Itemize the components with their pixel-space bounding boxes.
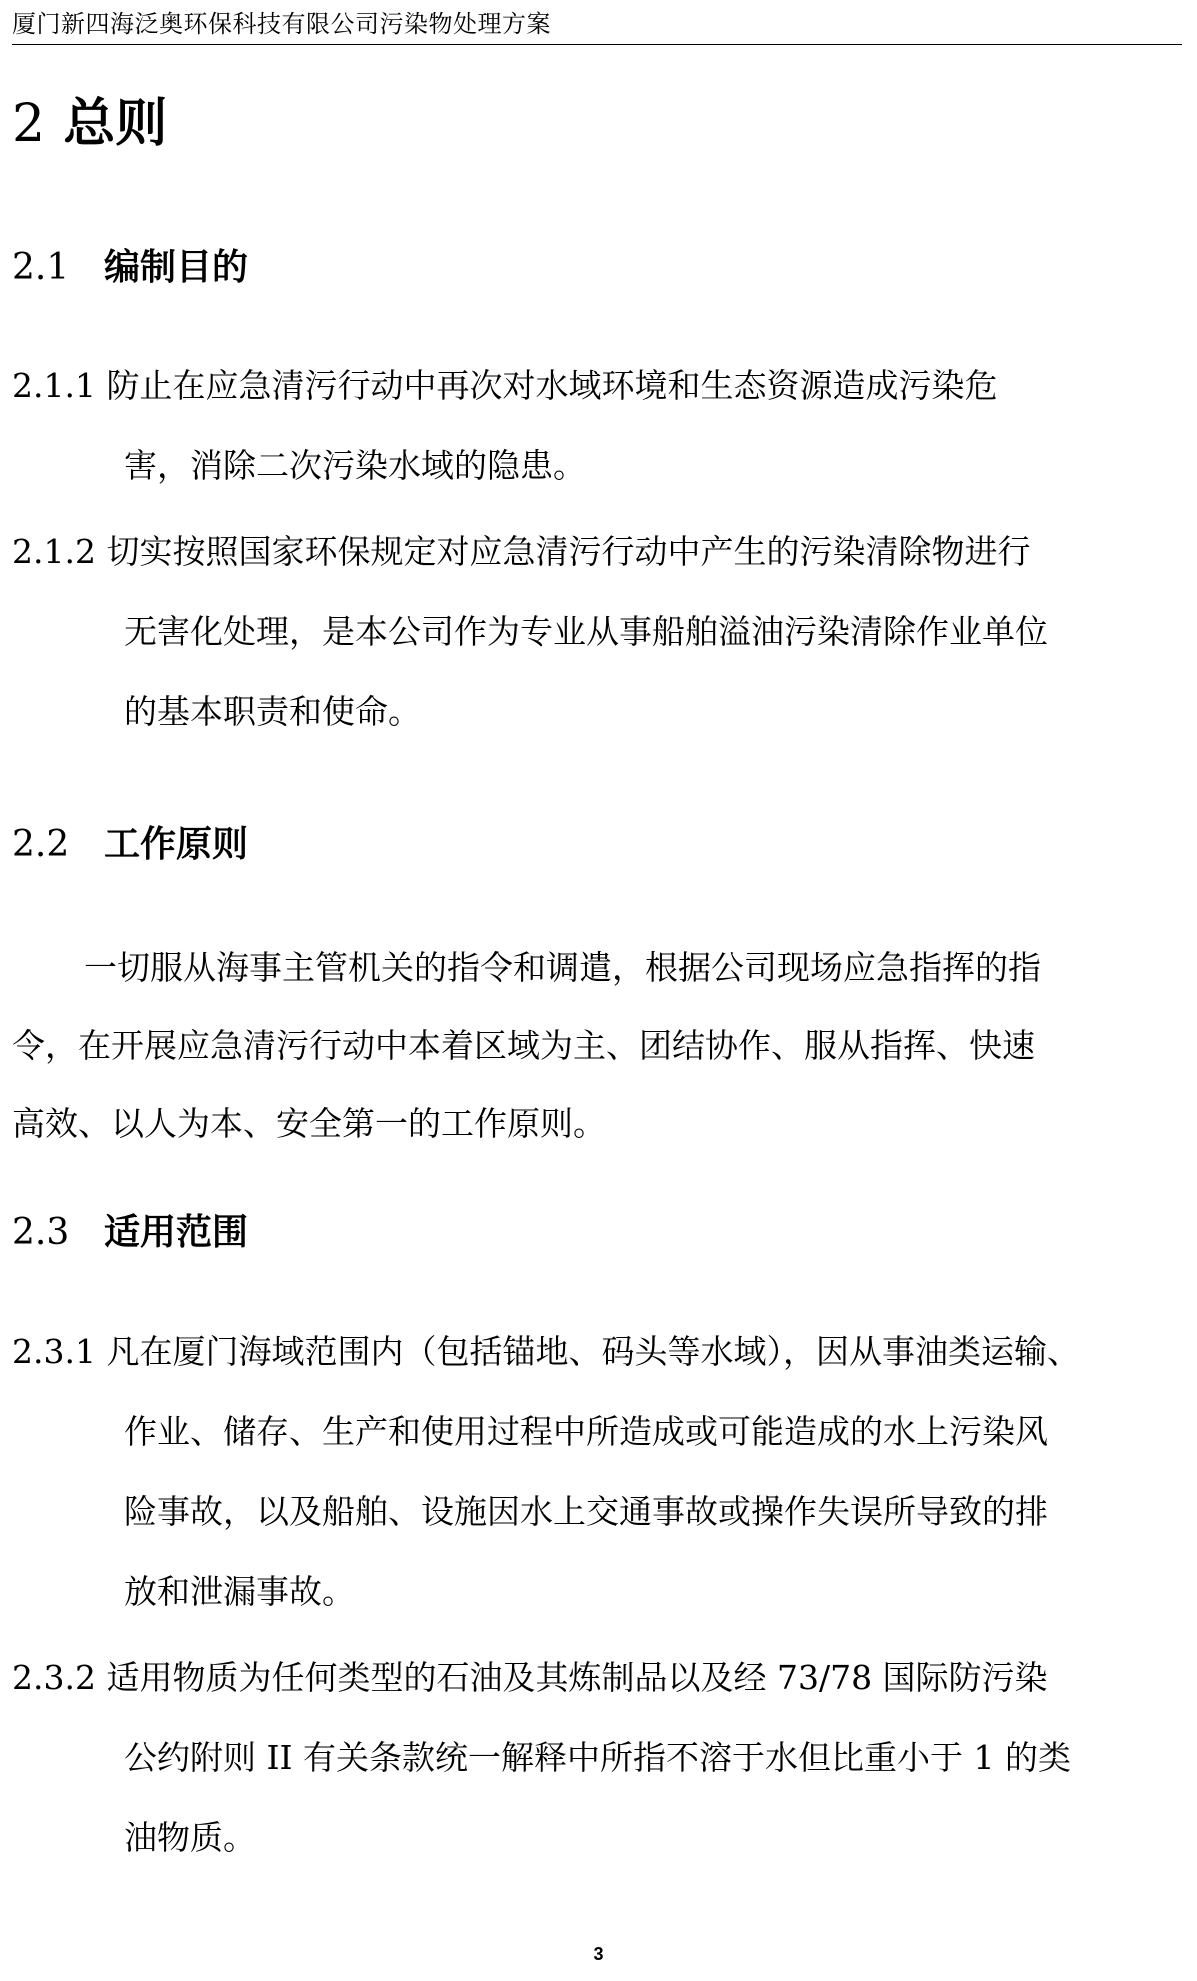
item-number: 2.1.2 xyxy=(12,532,96,571)
section-heading-2-3 xyxy=(12,1210,248,1255)
section-title: 适用范围 xyxy=(104,1211,249,1253)
item-text: 凡在厦门海域范围内（包括锚地、码头等水域），因从事油类运输、 xyxy=(106,1332,1080,1371)
section-heading-2-2 xyxy=(12,822,248,867)
section-number: 2.1 xyxy=(12,247,70,288)
item-2-3-1-line-3: 险事故，以及船舶、设施因水上交通事故或操作失误所导致的排 xyxy=(124,1492,1048,1531)
item-2-3-2-line-3: 油物质。 xyxy=(124,1818,256,1857)
principle-line-3: 高效、以人为本、安全第一的工作原则。 xyxy=(12,1104,606,1143)
item-2-3-2-line-1 xyxy=(12,1658,1048,1698)
item-2-1-2-line-3: 的基本职责和使命。 xyxy=(124,692,421,731)
page-header xyxy=(12,4,1182,45)
item-2-1-2-line-2: 无害化处理，是本公司作为专业从事船舶溢油污染清除作业单位 xyxy=(124,612,1048,651)
item-2-3-1-line-4: 放和泄漏事故。 xyxy=(124,1572,355,1611)
item-number: 2.1.1 xyxy=(12,366,96,405)
section-title: 工作原则 xyxy=(104,823,249,865)
item-2-3-2-line-2: 公约附则 II 有关条款统一解释中所指不溶于水但比重小于 1 的类 xyxy=(124,1738,1072,1777)
chapter-number: 2 xyxy=(12,94,46,154)
principle-line-2: 令，在开展应急清污行动中本着区域为主、团结协作、服从指挥、快速 xyxy=(12,1026,1035,1065)
section-number: 2.2 xyxy=(12,824,70,865)
chapter-title: 总则 xyxy=(63,94,168,154)
header-title: 厦门新四海泛奥环保科技有限公司污染物处理方案 xyxy=(12,10,551,38)
item-text: 适用物质为任何类型的石油及其炼制品以及经 73/78 国际防污染 xyxy=(106,1658,1048,1697)
item-2-3-1-line-2: 作业、储存、生产和使用过程中所造成或可能造成的水上污染风 xyxy=(124,1412,1048,1451)
item-text: 切实按照国家环保规定对应急清污行动中产生的污染清除物进行 xyxy=(106,532,1031,571)
section-title: 编制目的 xyxy=(104,246,249,288)
chapter-heading xyxy=(12,92,167,156)
page-number: 3 xyxy=(593,1944,604,1964)
section-heading-2-1 xyxy=(12,245,248,290)
item-2-1-2-line-1 xyxy=(12,532,1030,572)
item-text: 防止在应急清污行动中再次对水域环境和生态资源造成污染危 xyxy=(106,366,998,405)
item-2-3-1-line-1 xyxy=(12,1332,1080,1372)
principle-line-1: 一切服从海事主管机关的指令和调遣，根据公司现场应急指挥的指 xyxy=(84,948,1041,987)
item-number: 2.3.2 xyxy=(12,1658,96,1697)
item-2-1-1-line-1 xyxy=(12,366,997,406)
section-number: 2.3 xyxy=(12,1212,70,1253)
item-2-1-1-line-2: 害，消除二次污染水域的隐患。 xyxy=(124,446,586,485)
item-number: 2.3.1 xyxy=(12,1332,96,1371)
